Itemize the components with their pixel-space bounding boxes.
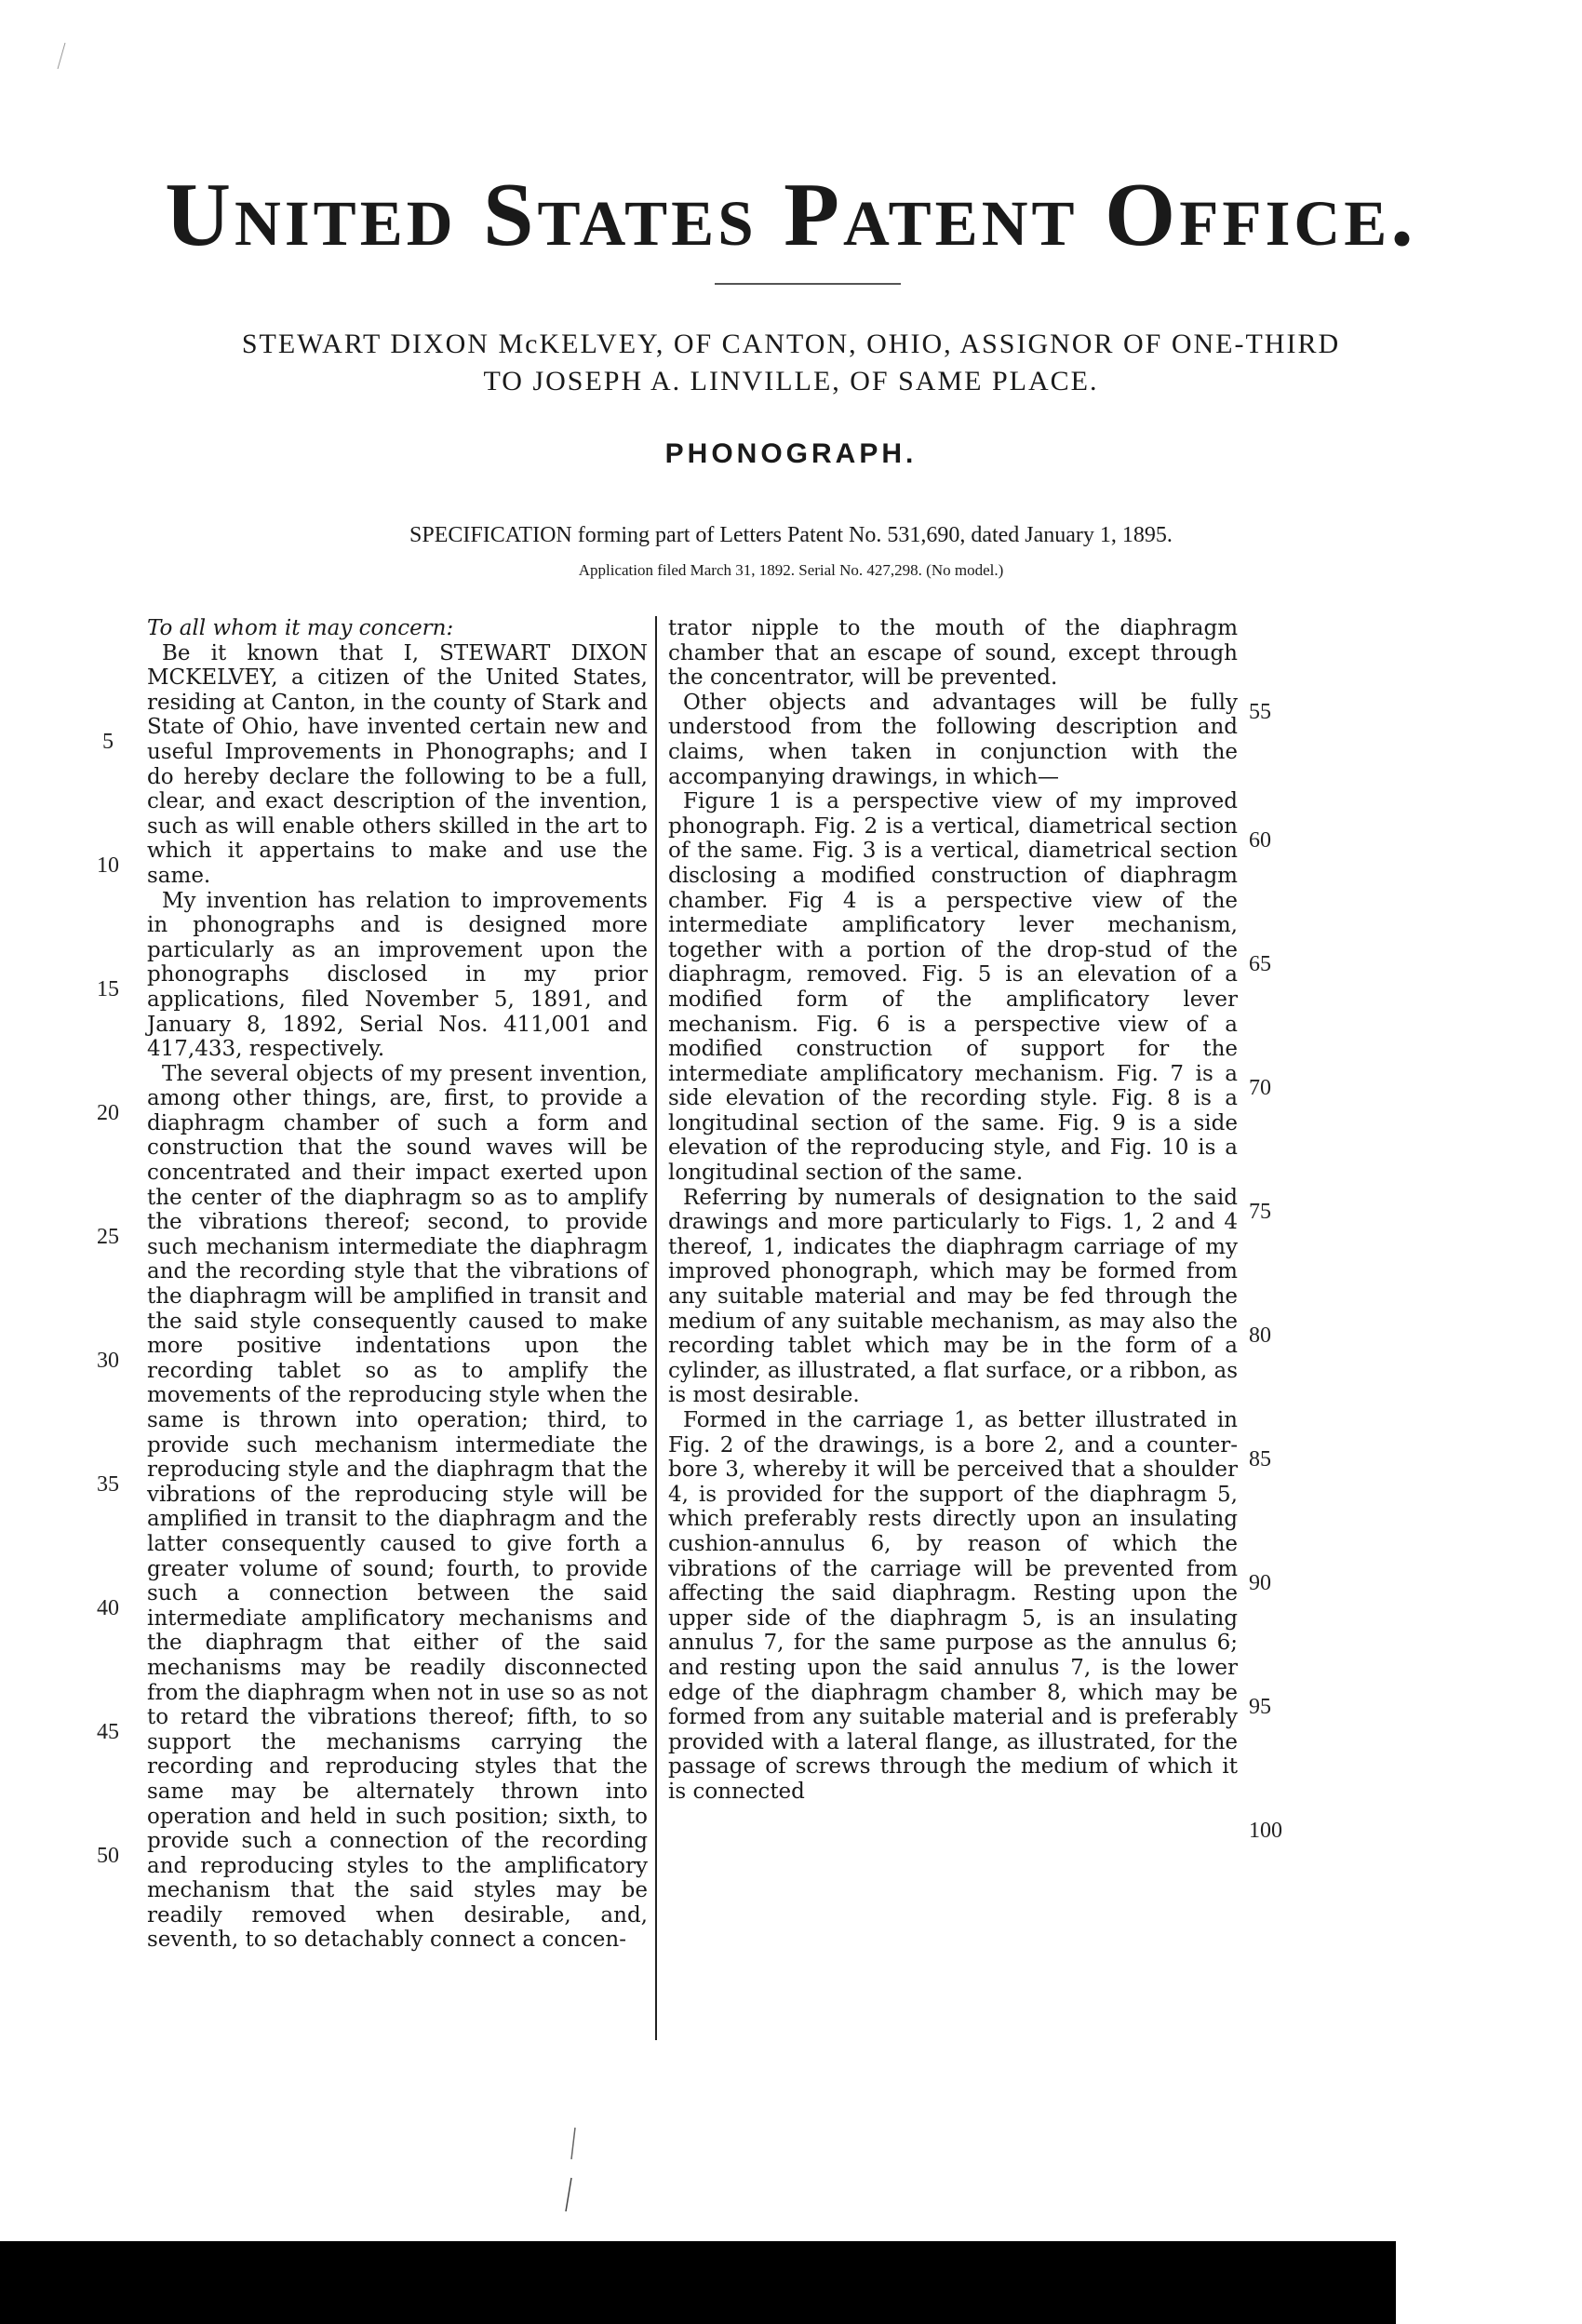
scan-mark (549, 2122, 586, 2215)
line-number: 65 (1249, 952, 1271, 976)
line-number: 45 (97, 1720, 119, 1744)
line-number: 15 (97, 977, 119, 1001)
line-number: 60 (1249, 828, 1271, 853)
line-number: 100 (1249, 1819, 1282, 1843)
paragraph: Formed in the carriage 1, as better illustrated in Fig. 2 of the drawings, is a bore 2, and a counter-bore 3, whereby it will be perceived that a shoulder 4, is provided for the support of the diaphragm 5, which preferably rests directly upon an insulating cushion-annulus 6, by reason of which the vibrations of the carriage will be prevented from affecting the said diaphragm. Resting upon the upper side of the diaphragm 5, is an insulating annulus 7, for the same purpose as the annulus 6; and resting upon the said annulus 7, is the lower edge of the diaphragm chamber 8, which may be formed from any suitable material and is preferably provided with a lateral flange, as illustrated, for the passage of screws through the medium of which it is connected (668, 1408, 1238, 1804)
line-number: 90 (1249, 1571, 1271, 1595)
line-number: 50 (97, 1844, 119, 1868)
paragraph: My invention has relation to improvements in phonographs and is designed more particularly as an improvement upon the phonographs disclosed in my prior applications, filed November 5, 1891, and January 8, 1892, Serial Nos. 411,001 and 417,433, respectively. (147, 888, 648, 1062)
application-line: Application filed March 31, 1892. Serial No. 427,298. (No model.) (578, 561, 1004, 579)
left-column (147, 616, 648, 1953)
line-number: 80 (1249, 1323, 1271, 1348)
paragraph: Referring by numerals of designation to the said drawings and more particularly to Figs. 1, 2 and 4 thereof, 1, indicates the diaphragm carriage of my improved phonograph, which may be formed from any suitable material and may be fed through the medium of any suitable mechanism, as may also the recording tablet which may be in the form of a cylinder, as illustrated, a flat surface, or a ribbon, as is most desirable. (668, 1185, 1238, 1408)
patent-subject: PHONOGRAPH. (664, 438, 918, 469)
line-number: 40 (97, 1596, 119, 1620)
paragraph: Be it known that I, STEWART DIXON MCKELVEY, a citizen of the United States, residing at Canton, in the county of Stark and State of Ohio, have invented certain new and useful Improvements in Phonographs; and I do hereby declare the following to be a full, clear, and exact description of the invention, such as will enable others skilled in the art to which it appertains to make and use the same. (147, 640, 648, 888)
right-column (668, 616, 1238, 1805)
line-number: 30 (97, 1349, 119, 1373)
line-number: 95 (1249, 1695, 1271, 1719)
scan-mark (37, 37, 74, 74)
line-number: 5 (102, 730, 114, 754)
line-number: 10 (97, 853, 119, 878)
paragraph: Other objects and advantages will be fully understood from the following description and claims, when taken in conjunction with the accompanying drawings, in which— (668, 690, 1238, 789)
inventor-line-1: STEWART DIXON McKELVEY, OF CANTON, OHIO, ASSIGNOR OF ONE-THIRD (241, 329, 1341, 359)
specification-line: SPECIFICATION forming part of Letters Patent No. 531,690, dated January 1, 1895. (409, 523, 1173, 547)
inventor-block (0, 326, 1582, 400)
column-divider (655, 616, 657, 2040)
line-number: 85 (1249, 1447, 1271, 1471)
line-number: 70 (1249, 1076, 1271, 1100)
scan-edge-gap (1396, 2241, 1582, 2324)
salutation: To all whom it may concern: (147, 616, 454, 640)
title-rule (715, 283, 901, 285)
line-number: 20 (97, 1101, 119, 1125)
inventor-line-2: TO JOSEPH A. LINVILLE, OF SAME PLACE. (483, 366, 1099, 396)
line-number: 35 (97, 1472, 119, 1497)
line-number: 75 (1249, 1200, 1271, 1224)
office-title: United States Patent Office. (165, 165, 1417, 265)
paragraph: Figure 1 is a perspective view of my improved phonograph. Fig. 2 is a vertical, diametrical section of the same. Fig. 3 is a vertical, diametrical section disclosing a modified construction of diaphragm chamber. Fig 4 is a perspective view of the intermediate amplificatory lever mechanism, together with a portion of the drop-stud of the diaphragm, removed. Fig. 5 is an elevation of a modified form of the amplificatory lever mechanism. Fig. 6 is a perspective view of a modified construction of support for the intermediate amplificatory mechanism. Fig. 7 is a side elevation of the recording style. Fig. 8 is a longitudinal section of the same. Fig. 9 is a side elevation of the reproducing style, and Fig. 10 is a longitudinal section of the same. (668, 789, 1238, 1186)
paragraph: The several objects of my present invention, among other things, are, first, to provide a diaphragm chamber of such a form and construction that the sound waves will be concentrated and their impact exerted upon the center of the diaphragm so as to amplify the vibrations thereof; second, to provide such mechanism intermediate the diaphragm and the recording style that the vibrations of the diaphragm will be amplified in transit and the said style consequently caused to make more positive indentations upon the recording tablet so as to amplify the movements of the reproducing style when the same is thrown into operation; third, to provide such mechanism intermediate the reproducing style and the diaphragm that the vibrations of the reproducing style will be amplified in transit to the diaphragm and the latter consequently caused to give forth a greater volume of sound; fourth, to provide such a connection between the said intermediate amplificatory mechanisms and the diaphragm that either of the said mechanisms may be readily disconnected from the diaphragm when not in use so as not to retard the vibrations thereof; fifth, to so support the mechanisms carrying the recording and reproducing styles that the same may be alternately thrown into operation and held in such position; sixth, to provide such a connection of the recording and reproducing styles to the amplificatory mechanism that the said styles may be readily removed when desirable, and, seventh, to so detachably connect a concen- (147, 1061, 648, 1953)
paragraph: trator nipple to the mouth of the diaphragm chamber that an escape of sound, except through the concentrator, will be prevented. (668, 616, 1238, 691)
scan-edge-bar (0, 2241, 1582, 2324)
line-number: 25 (97, 1225, 119, 1249)
line-number: 55 (1249, 700, 1271, 724)
